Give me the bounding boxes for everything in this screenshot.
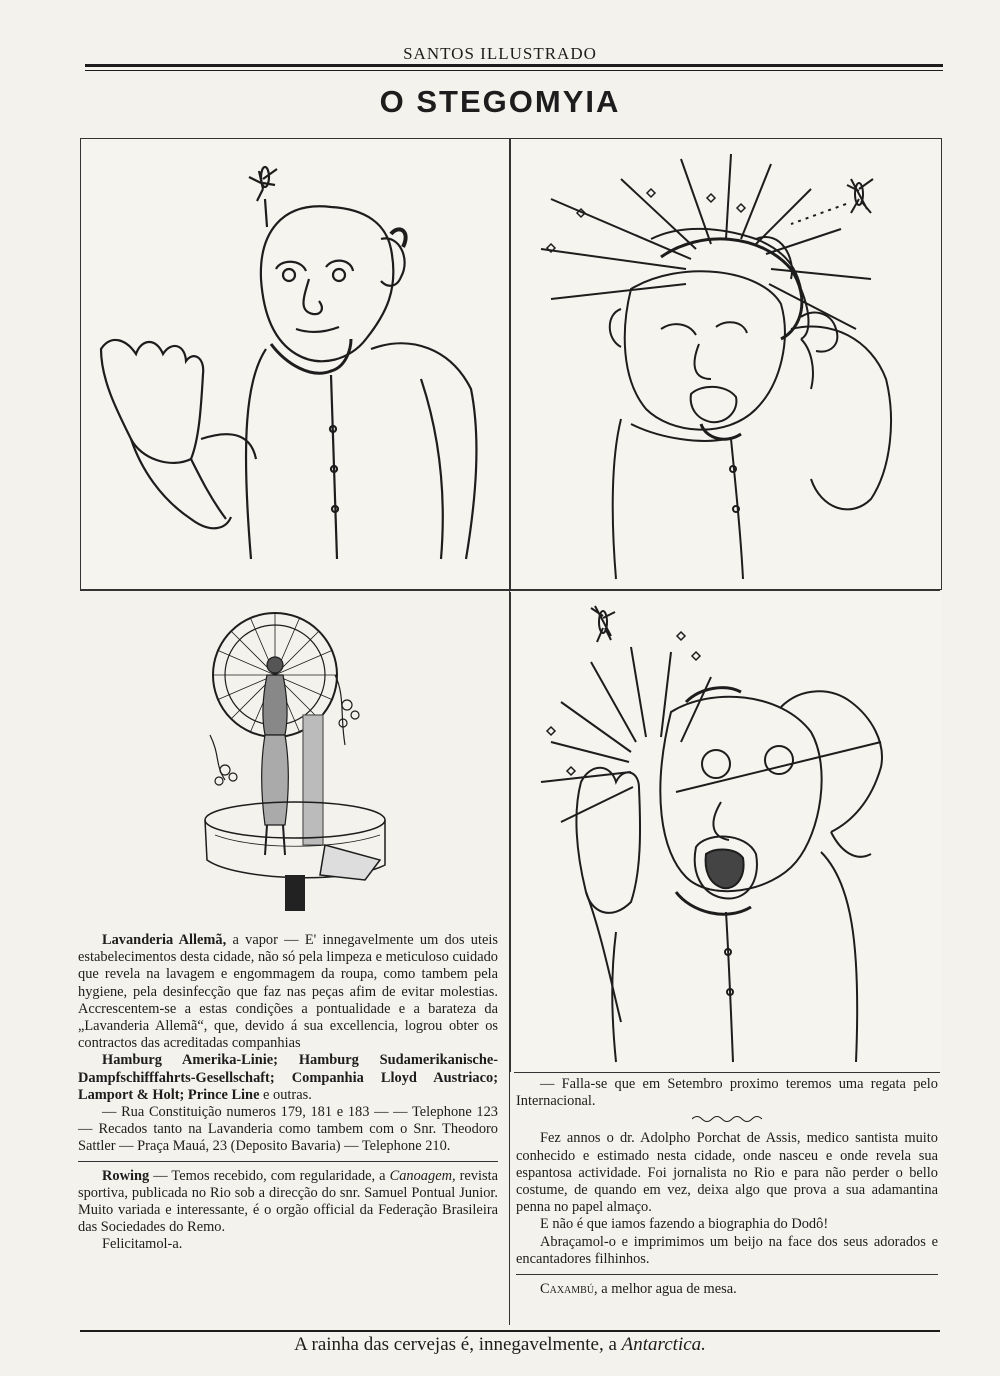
caxambu-text: a melhor agua de mesa. <box>597 1281 737 1298</box>
star-icon <box>547 189 745 252</box>
birthday-closing: Abraçamol-o e imprimimos um beijo na face dos seus adorados e encantadores filhinhos. <box>516 1233 938 1267</box>
left-column-text <box>78 932 498 1254</box>
right-column-text <box>516 1076 938 1298</box>
shipping-companies: Hamburg Amerika-Linie; Hamburg Sudamerikanische-Dampfschifffahrts-Gesellschaft; Companhia Lloyd Austriaco; Lamport & Holt; Prince Line <box>78 1052 498 1103</box>
woman-figure-icon <box>262 657 289 855</box>
mosquito-icon <box>591 606 615 642</box>
rowing-closing: Felicitamol-a. <box>102 1236 183 1253</box>
rowing-magazine: Canoagem, <box>389 1167 456 1184</box>
footer-brand: Antarctica. <box>621 1334 706 1355</box>
collar-icon <box>205 802 385 880</box>
cartoon-panel-1 <box>80 138 510 590</box>
running-head: SANTOS ILLUSTRADO <box>403 44 597 63</box>
birthday-dodo: E não é que iamos fazendo a biographia do Dodô! <box>540 1216 829 1233</box>
caxambu-brand: Caxambú, <box>540 1281 598 1298</box>
right-column-top-rule <box>514 1072 940 1073</box>
rowing-lead: Rowing <box>102 1167 150 1184</box>
lavanderia-lead: Lavanderia Allemã, <box>102 932 227 948</box>
rowing-body-2: revista sportiva, publicada no Rio sob a direcção do snr. Samuel Pontual Junior. Muito variada e interessante, é o orgão official da Federação Brasileira das Sociedades do Remo. <box>78 1167 498 1236</box>
page-title: O STEGOMYIA <box>379 84 621 119</box>
section-separator <box>78 1161 498 1162</box>
header-rule-thick <box>85 64 943 67</box>
footer-rule <box>80 1330 940 1332</box>
header-rule-thin <box>85 70 943 71</box>
footer-text: A rainha das cervejas é, innegavelmente, a <box>294 1334 622 1355</box>
star-icon <box>547 632 700 775</box>
birthday-note: Fez annos o dr. Adolpho Porchat de Assis, medico santista muito conhecido e estimado nesta cidade, onde nasceu e onde revela sua espantosa actividade. Foi jornalista no Rio e para não perder o bello costume, de quando em vez, deixa algo que prova a sua adamantina penna no papel almaço. <box>516 1130 938 1216</box>
lavanderia-body: a vapor — E' innegavelmente um dos uteis estabelecimentos desta cidade, não só pela limpeza e meticuloso cuidado que revela na lavagem e engommagem da roupa, como tambem pela hygiene, pela desinfecção que faz nas peças afim de evitar molestias. Accrescentem-se a estas condições a pontualidade e a barateza da „Lavanderia Allemã“, que, devido á sua excellencia, logrou obter os contractos das acreditadas companhias <box>78 932 498 1052</box>
mosquito-icon <box>249 167 277 201</box>
laundry-ad-illustration <box>195 595 395 915</box>
mosquito-icon <box>847 179 873 213</box>
cartoon-panel-2 <box>510 138 942 590</box>
cartoon-panel-3 <box>510 592 941 1072</box>
lavanderia-address: — Rua Constituição numeros 179, 181 e 183 — — Telephone 123 — Recados tanto na Lavanderia como tambem com o Snr. Theodoro Sattler — Praça Mauá, 23 (Deposito Bavaria) — Telephone 210. <box>78 1104 498 1155</box>
rowing-body-1: — Temos recebido, com regularidade, a <box>149 1167 390 1184</box>
panel-divider <box>80 590 940 591</box>
squiggle-divider <box>516 1112 938 1124</box>
shipping-companies-tail: e outras. <box>259 1086 312 1103</box>
footer-line <box>0 1334 1000 1356</box>
regata-note: — Falla-se que em Setembro proximo teremos uma regata pelo Internacional. <box>516 1076 938 1110</box>
section-separator <box>516 1274 938 1275</box>
